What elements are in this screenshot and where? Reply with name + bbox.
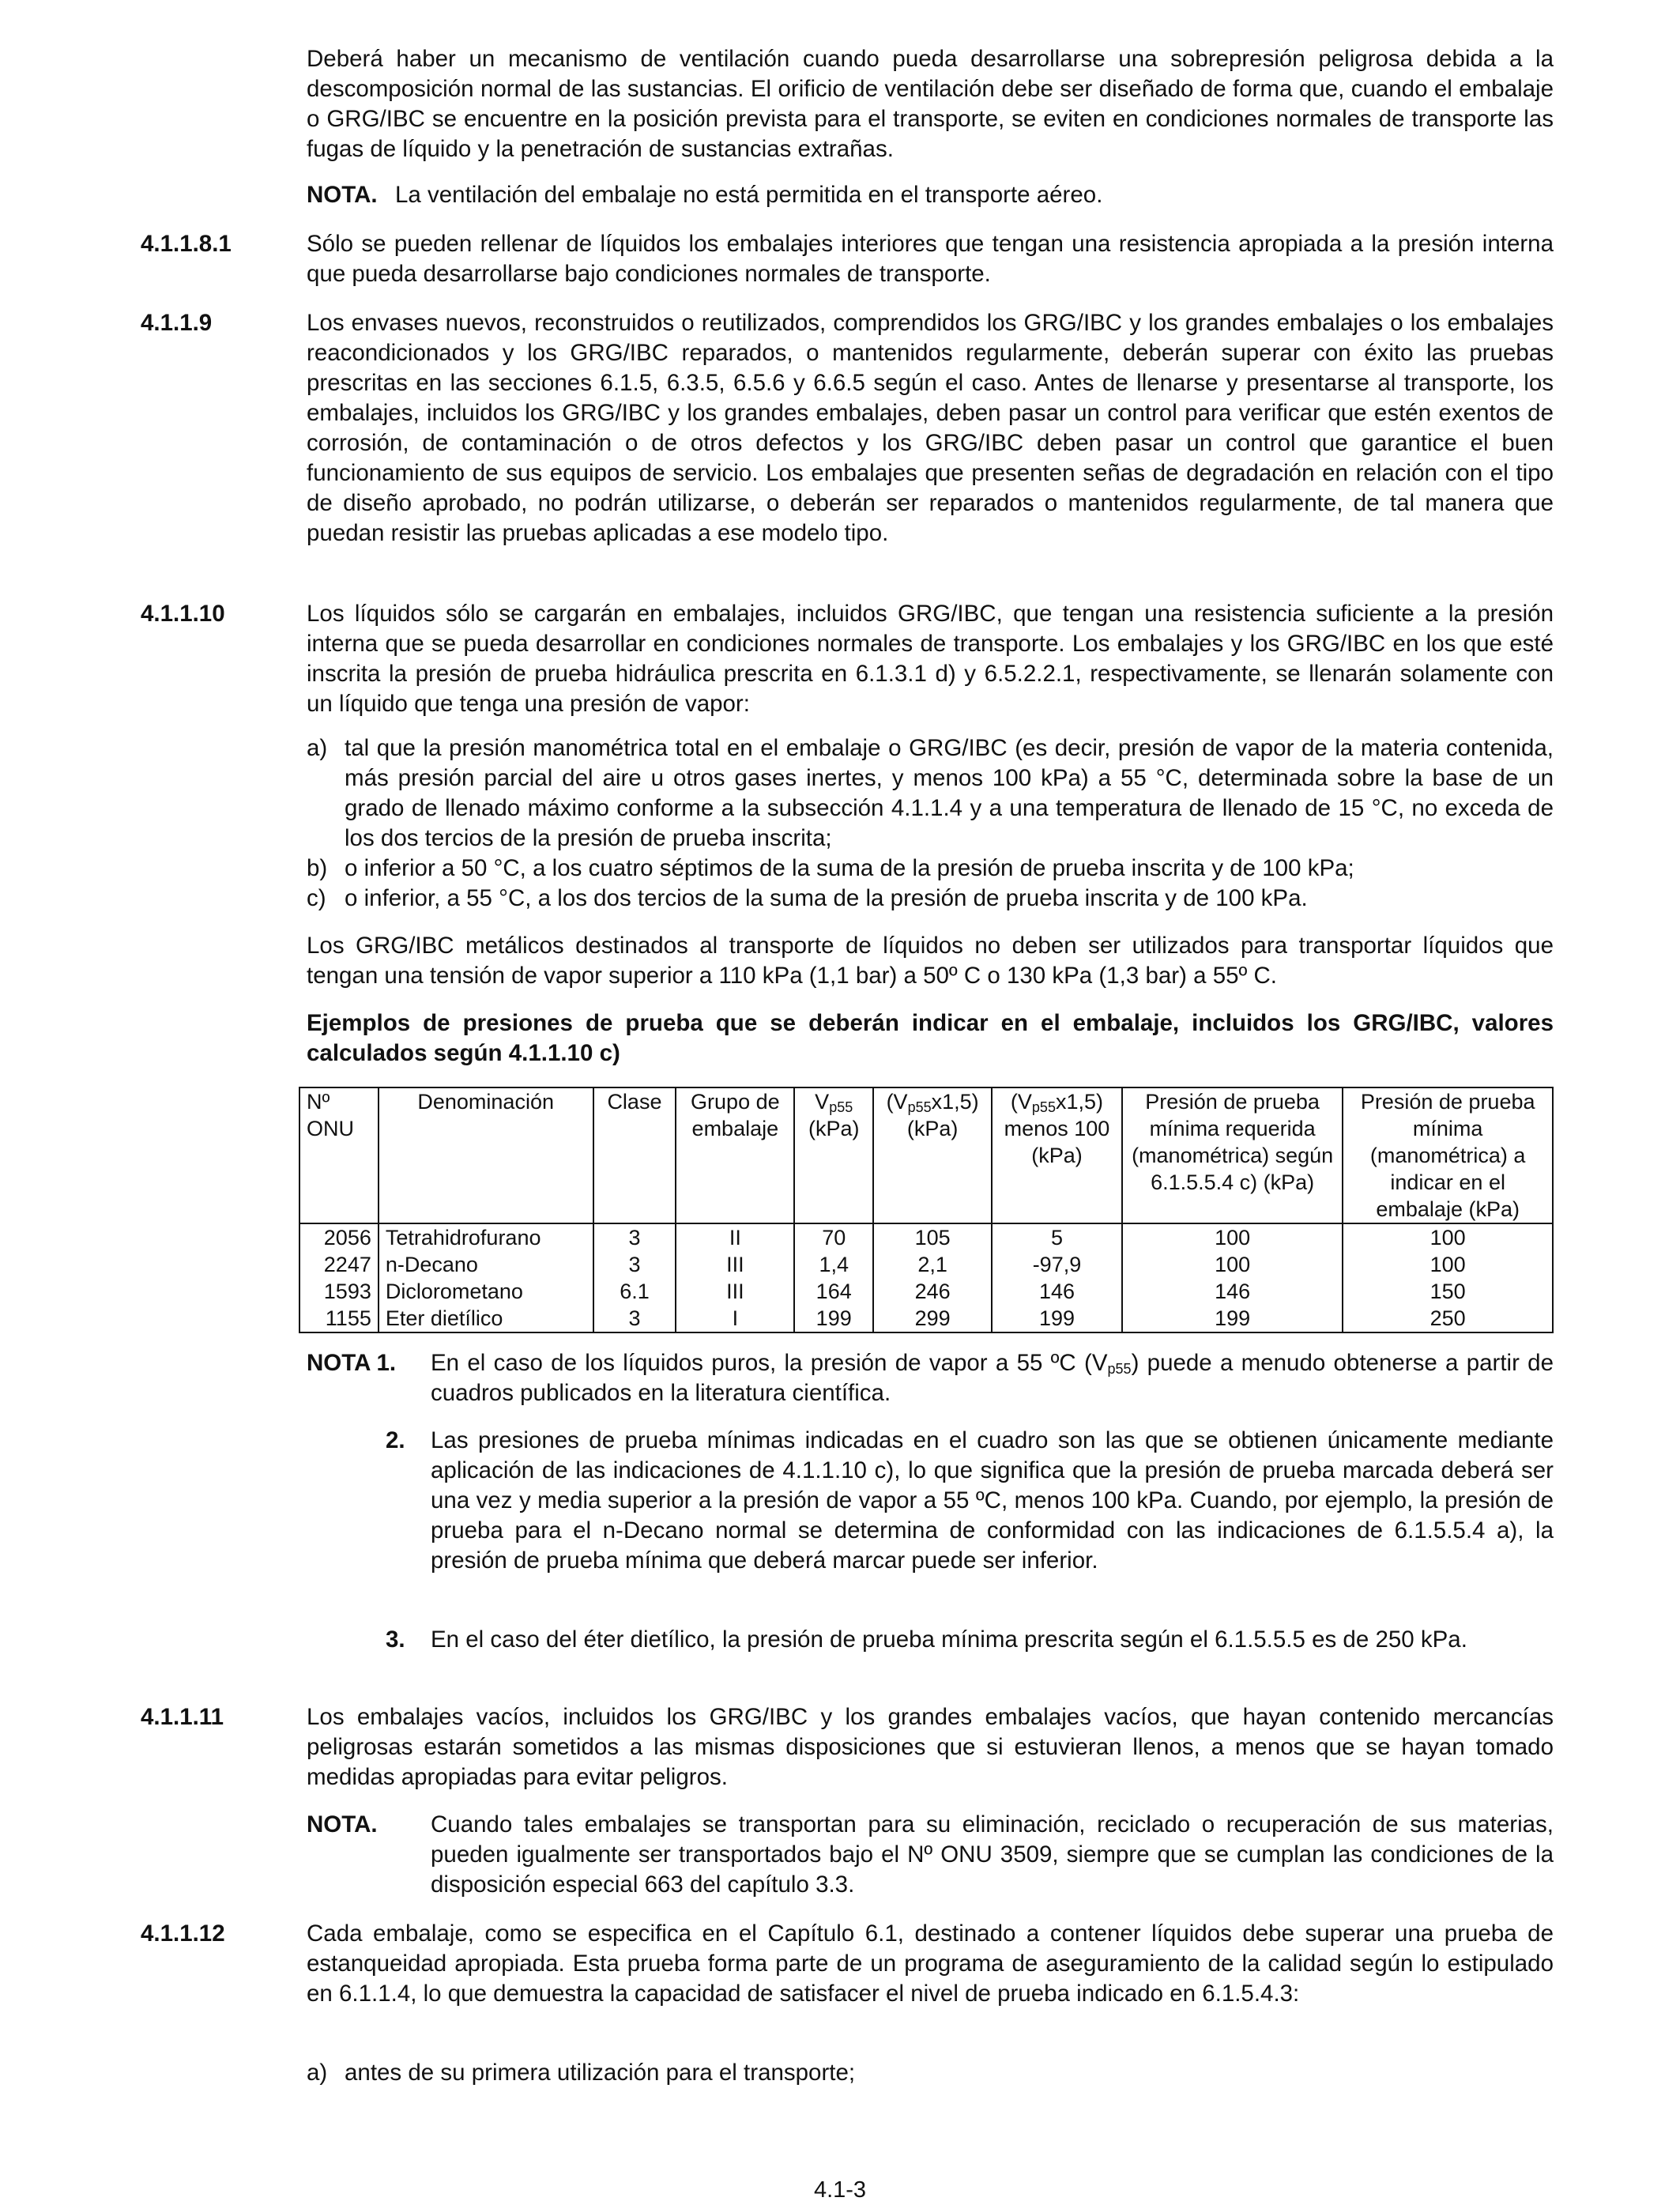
col-header-min-indicated: Presión de prueba mínima (manométrica) a indicar en el embalaje (kPa) <box>1343 1087 1553 1223</box>
cell-req: 100 <box>1122 1223 1343 1251</box>
cell-clase: 3 <box>593 1305 676 1332</box>
col-header-onu: Nº ONU <box>299 1087 379 1223</box>
list-item-label: b) <box>307 855 328 881</box>
list-item-text: o inferior a 50 °C, a los cuatro séptimos de la suma de la presión de prueba inscrita y de 100 kPa; <box>345 855 1354 881</box>
cell-vp55: 164 <box>794 1278 873 1305</box>
note-1-text: En el caso de los líquidos puros, la presión de vapor a 55 ºC $(V_{p55})$ puede a menudo obtenerse a partir de cuadros publicados en la literatura científica. <box>431 1350 1554 1406</box>
paragraph-metal-ibc: Los GRG/IBC metálicos destinados al transporte de líquidos no deben ser utilizados para transportar líquidos que tengan una tensión de vapor superior a 110 kPa (1,1 bar) a 50º C o 130 kPa (1,3 bar) a 55º C. <box>307 933 1554 989</box>
section-text: Los envases nuevos, reconstruidos o reutilizados, comprendidos los GRG/IBC y los grandes embalajes o los embalajes reacondicionados y los GRG/IBC reparados, o mantenidos regularmente, deberán superar con éxito las pruebas prescritas en las secciones 6.1.5, 6.3.5, 6.5.6 y 6.6.5 según el caso. Antes de llenarse y presentarse al transporte, los embalajes, incluidos los GRG/IBC y los grandes embalajes, deben pasar un control para verificar que estén exentos de corrosión, de contaminación o de otros defectos y los GRG/IBC deben pasar un control que garantice el buen funcionamiento de sus equipos de servicio. Los embalajes que presenten señas de degradación en relación con el tipo de diseño aprobado, no podrán utilizarse, o deberán ser reparados o mantenidos regularmente, de tal manera que puedan resistir las pruebas aplicadas a ese modelo tipo. <box>307 310 1554 546</box>
note-2-label: 2. <box>386 1427 405 1453</box>
section-text: Los embalajes vacíos, incluidos los GRG/IBC y los grandes embalajes vacíos, que hayan contenido mercancías peligrosas estarán sometidos a las mismas disposiciones que si estuvieran llenos, a menos que se hayan tomado medidas apropiadas para evitar peligros. <box>307 1704 1554 1790</box>
note-text: Cuando tales embalajes se transportan para su eliminación, reciclado o recuperación de sus materias, pueden igualmente ser transportados bajo el Nº ONU 3509, siempre que se cumplan las condiciones de la disposición especial 663 del capítulo 3.3. <box>431 1811 1554 1898</box>
cell-req: 199 <box>1122 1305 1343 1332</box>
cell-grupo: II <box>676 1223 794 1251</box>
table-row <box>299 1251 1553 1278</box>
cell-vm: 5 <box>992 1223 1122 1251</box>
section-text: Los líquidos sólo se cargarán en embalajes, incluidos GRG/IBC, que tengan una resistencia suficiente a la presión interna que se pueda desarrollar en condiciones normales de transporte. Los embalajes y los GRG/IBC en los que esté inscrita la presión de prueba hidráulica prescrita en 6.1.3.1 d) y 6.5.2.2.1, respectivamente, se llenarán solamente con un líquido que tenga una presión de vapor: <box>307 601 1554 717</box>
cell-denominacion: Diclorometano <box>379 1278 593 1305</box>
paragraph-ventilation: Deberá haber un mecanismo de ventilación cuando pueda desarrollarse una sobrepresión peligrosa debida a la descomposición normal de las sustancias. El orificio de ventilación debe ser diseñado de forma que, cuando el embalaje o GRG/IBC se encuentre en la posición prevista para el transporte, se eviten en condiciones normales de transporte las fugas de líquido y la penetración de sustancias extrañas. <box>307 46 1554 162</box>
cell-denominacion: Tetrahidrofurano <box>379 1223 593 1251</box>
col-header-denominacion: Denominación <box>379 1087 593 1223</box>
list-item-label: a) <box>307 2060 328 2086</box>
cell-vm: -97,9 <box>992 1251 1122 1278</box>
cell-vp55: 70 <box>794 1223 873 1251</box>
section-text: Sólo se pueden rellenar de líquidos los embalajes interiores que tengan una resistencia apropiada a la presión interna que pueda desarrollarse bajo condiciones normales de transporte. <box>307 231 1554 287</box>
cell-ind: 100 <box>1343 1251 1553 1278</box>
cell-vp55: 199 <box>794 1305 873 1332</box>
col-header-min-required: Presión de prueba mínima requerida (manométrica) según 6.1.5.5.4 c) (kPa) <box>1122 1087 1343 1223</box>
cell-onu: 1593 <box>299 1278 379 1305</box>
cell-vm: 199 <box>992 1305 1122 1332</box>
section-number: 4.1.1.12 <box>141 1920 225 1947</box>
col-header-clase: Clase <box>593 1087 676 1223</box>
cell-denominacion: n-Decano <box>379 1251 593 1278</box>
col-header-grupo: Grupo de embalaje <box>676 1087 794 1223</box>
cell-clase: 3 <box>593 1251 676 1278</box>
note-label: NOTA. <box>307 182 378 208</box>
cell-denominacion: Eter dietílico <box>379 1305 593 1332</box>
cell-vx: 105 <box>873 1223 992 1251</box>
cell-grupo: III <box>676 1278 794 1305</box>
cell-vx: 246 <box>873 1278 992 1305</box>
section-number: 4.1.1.9 <box>141 310 213 336</box>
cell-ind: 150 <box>1343 1278 1553 1305</box>
cell-vx: 299 <box>873 1305 992 1332</box>
cell-grupo: III <box>676 1251 794 1278</box>
list-item-text: o inferior, a 55 °C, a los dos tercios de la suma de la presión de prueba inscrita y de 100 kPa. <box>345 885 1308 911</box>
section-number: 4.1.1.11 <box>141 1704 224 1730</box>
section-number: 4.1.1.10 <box>141 601 225 627</box>
cell-vp55: 1,4 <box>794 1251 873 1278</box>
col-header-vp55-x15: $(V_{p55}x1,5)$ (kPa) <box>873 1087 992 1223</box>
table-row <box>299 1223 1553 1251</box>
cell-clase: 3 <box>593 1223 676 1251</box>
cell-grupo: I <box>676 1305 794 1332</box>
cell-vx: 2,1 <box>873 1251 992 1278</box>
cell-onu: 2247 <box>299 1251 379 1278</box>
cell-ind: 100 <box>1343 1223 1553 1251</box>
table-row <box>299 1305 1553 1332</box>
cell-onu: 1155 <box>299 1305 379 1332</box>
page-number: 4.1-3 <box>813 2177 867 2203</box>
col-header-vp55: $V_{p55}$ (kPa) <box>794 1087 873 1223</box>
cell-req: 146 <box>1122 1278 1343 1305</box>
table-row <box>299 1278 1553 1305</box>
note-3-label: 3. <box>386 1626 405 1653</box>
cell-ind: 250 <box>1343 1305 1553 1332</box>
section-number: 4.1.1.8.1 <box>141 231 232 257</box>
note-3-text: En el caso del éter dietílico, la presión de prueba mínima prescrita según el 6.1.5.5.5 es de 250 kPa. <box>431 1626 1467 1653</box>
table-title: Ejemplos de presiones de prueba que se deberán indicar en el embalaje, incluidos los GRG/IBC, valores calculados según 4.1.1.10 c) <box>307 1010 1554 1066</box>
list-item-label: c) <box>307 885 326 911</box>
note-text: La ventilación del embalaje no está permitida en el transporte aéreo. <box>395 182 1103 208</box>
note-1-label: NOTA 1. <box>307 1350 397 1376</box>
list-item-label: a) <box>307 735 328 761</box>
pressure-table <box>299 1087 1554 1333</box>
col-header-vp55-x15-minus100: $(V_{p55}x1,5)$ menos 100 (kPa) <box>992 1087 1122 1223</box>
cell-req: 100 <box>1122 1251 1343 1278</box>
note-2-text: Las presiones de prueba mínimas indicadas en el cuadro son las que se obtienen únicamente mediante aplicación de las indicaciones de 4.1.1.10 c), lo que significa que la presión de prueba marcada deberá ser una vez y media superior a la presión de vapor a 55 ºC, menos 100 kPa. Cuando, por ejemplo, la presión de prueba para el n-Decano normal se determina de conformidad con las indicaciones de 6.1.5.5.4 a), la presión de prueba mínima que deberá marcar puede ser inferior. <box>431 1427 1554 1574</box>
section-text: Cada embalaje, como se especifica en el Capítulo 6.1, destinado a contener líquidos debe superar una prueba de estanqueidad apropiada. Esta prueba forma parte de un programa de aseguramiento de la calidad según lo estipulado en 6.1.1.4, lo que demuestra la capacidad de satisfacer el nivel de prueba indicado en 6.1.5.4.3: <box>307 1920 1554 2007</box>
cell-clase: 6.1 <box>593 1278 676 1305</box>
cell-vm: 146 <box>992 1278 1122 1305</box>
note-label: NOTA. <box>307 1811 378 1838</box>
list-item-text: antes de su primera utilización para el transporte; <box>345 2060 856 2086</box>
list-item-text: tal que la presión manométrica total en el embalaje o GRG/IBC (es decir, presión de vapor de la materia contenida, más presión parcial del aire u otros gases inertes, y menos 100 kPa) a 55 °C, determinada sobre la base de un grado de llenado máximo conforme a la subsección 4.1.1.4 y a una temperatura de llenado de 15 °C, no exceda de los dos tercios de la presión de prueba inscrita; <box>345 735 1554 851</box>
cell-onu: 2056 <box>299 1223 379 1251</box>
